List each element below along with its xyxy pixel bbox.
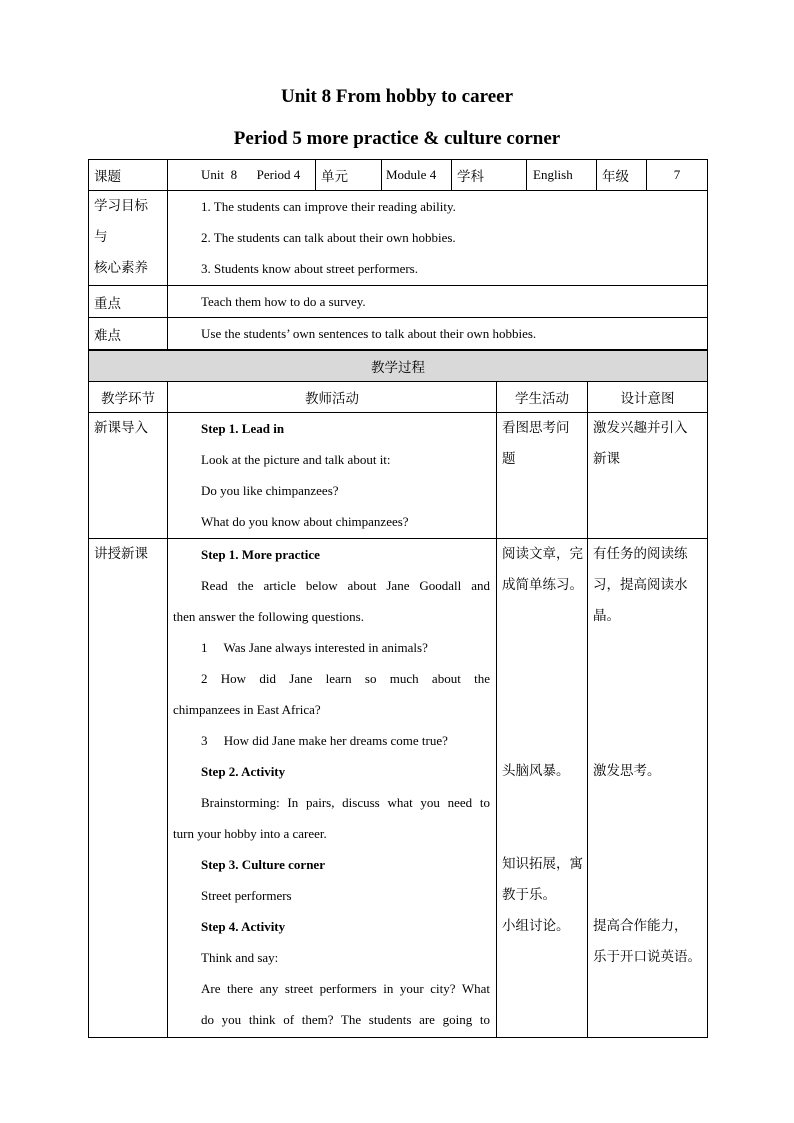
table-row [89, 539, 708, 1038]
activity-line: Are there any street performers in your city? What [201, 981, 490, 996]
key-point-label: 重点 [89, 286, 168, 318]
student-line: 小组讨论。 [502, 918, 570, 934]
lesson-info-table [88, 159, 708, 350]
student-line: 成简单练习。 [502, 577, 583, 593]
subject-value: English [527, 160, 597, 191]
question-line: 2 How did Jane learn so much about the [201, 671, 490, 686]
document-subtitle: Period 5 more practice & culture corner [233, 128, 561, 149]
objectives-label-line: 与 [94, 229, 108, 245]
document-title: Unit 8 From hobby to career [280, 86, 514, 107]
objectives-list [168, 191, 708, 286]
stage-label: 讲授新课 [94, 546, 148, 562]
activity-line: Brainstorming: In pairs, discuss what you need to [201, 795, 490, 810]
student-line: 看图思考问 [502, 420, 570, 436]
intent-line: 激发兴趣并引入 [593, 420, 688, 436]
intent-line: 有任务的阅读练 [593, 546, 688, 562]
intent-line: 乐于开口说英语。 [593, 949, 701, 965]
grade-value: 7 [647, 160, 708, 191]
student-line: 题 [502, 451, 516, 467]
stage-intro [89, 413, 168, 539]
teaching-process-table [88, 350, 708, 1038]
question-line: chimpanzees in East Africa? [173, 702, 321, 717]
objective-item: 3. Students know about street performers. [201, 261, 418, 276]
student-line: 阅读文章，完 [502, 546, 583, 562]
activity-line: Do you like chimpanzees? [201, 483, 339, 498]
step-heading: Step 1. More practice [201, 547, 320, 562]
topic-value: Unit 8 Period 4 [168, 160, 316, 191]
intent-teach [588, 539, 708, 1038]
activity-line: What do you know about chimpanzees? [201, 514, 409, 529]
student-activity-intro [497, 413, 588, 539]
header-student: 学生活动 [497, 382, 588, 413]
objective-item: 1. The students can improve their reading ability. [201, 199, 456, 214]
step-heading: Step 4. Activity [201, 919, 286, 934]
activity-line: Read the article below about Jane Goodall and [201, 578, 490, 593]
intent-line: 提高合作能力， [593, 918, 688, 934]
header-teacher: 教师活动 [168, 382, 497, 413]
stage-label: 新课导入 [94, 420, 148, 436]
step-heading: Step 1. Lead in [201, 421, 285, 436]
teacher-activity-teach [168, 539, 497, 1038]
table-row [89, 413, 708, 539]
activity-line: do you think of them? The students are going to [201, 1012, 490, 1027]
question-line: 1 Was Jane always interested in animals? [201, 640, 428, 655]
step-heading: Step 3. Culture corner [201, 857, 325, 872]
intent-line: 习，提高阅读水 [593, 577, 688, 593]
unit-label: 单元 [316, 160, 382, 191]
student-activity-teach [497, 539, 588, 1038]
grade-label: 年级 [597, 160, 647, 191]
objective-item: 2. The students can talk about their own hobbies. [201, 230, 456, 245]
difficulty-text: Use the students’ own sentences to talk about their own hobbies. [168, 318, 708, 350]
activity-line: Street performers [201, 888, 292, 903]
student-line: 知识拓展，寓 [502, 856, 583, 872]
question-line: 3 How did Jane make her dreams come true? [201, 733, 448, 748]
activity-line: turn your hobby into a career. [173, 826, 327, 841]
intent-line: 新课 [593, 451, 620, 467]
student-line: 教于乐。 [502, 887, 556, 903]
topic-label: 课题 [89, 160, 168, 191]
process-section-title: 教学过程 [89, 351, 708, 382]
intent-intro [588, 413, 708, 539]
teacher-activity-intro [168, 413, 497, 539]
subject-label: 学科 [452, 160, 527, 191]
objectives-label [89, 191, 168, 286]
activity-line: Think and say: [201, 950, 279, 965]
step-heading: Step 2. Activity [201, 764, 286, 779]
objectives-label-line: 学习目标 [94, 198, 148, 214]
header-intent: 设计意图 [588, 382, 708, 413]
student-line: 头脑风暴。 [502, 763, 570, 779]
objectives-label-line: 核心素养 [94, 260, 148, 276]
activity-line: then answer the following questions. [173, 609, 364, 624]
activity-line: Look at the picture and talk about it: [201, 452, 391, 467]
header-stage: 教学环节 [89, 382, 168, 413]
stage-teach [89, 539, 168, 1038]
unit-value: Module 4 [382, 160, 452, 191]
intent-line: 晶。 [593, 608, 620, 624]
key-point-text: Teach them how to do a survey. [168, 286, 708, 318]
intent-line: 激发思考。 [593, 763, 661, 779]
difficulty-label: 难点 [89, 318, 168, 350]
